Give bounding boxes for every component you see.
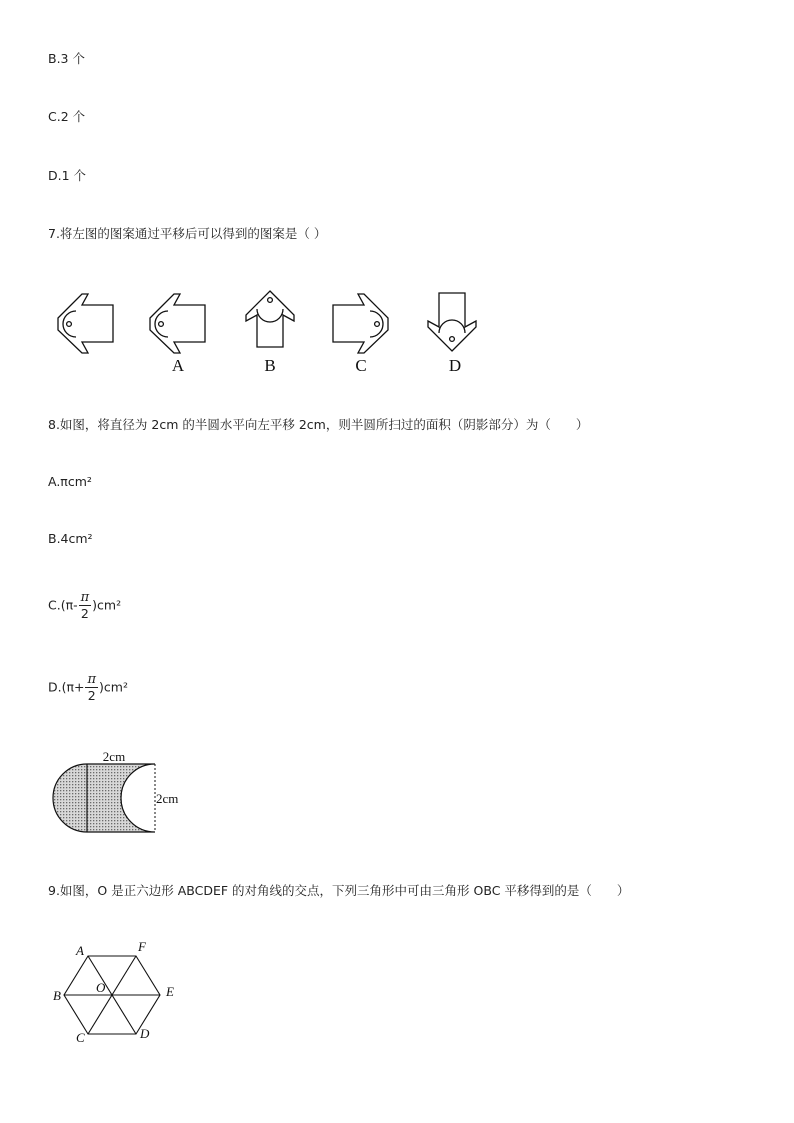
question-7-stem: 7.将左图的图案通过平移后可以得到的图案是（ ） bbox=[48, 226, 327, 241]
q8-option-d bbox=[48, 673, 128, 703]
question-9-stem: 9.如图，O 是正六边形 ABCDEF 的对角线的交点，下列三角形中可由三角形 OBC 平移得到的是（ ） bbox=[48, 883, 630, 898]
vertex-label-c: C bbox=[76, 1030, 85, 1045]
fraction-denominator: 2 bbox=[87, 688, 96, 703]
shaded-region bbox=[53, 764, 155, 832]
top-length-label: 2cm bbox=[102, 749, 126, 764]
vertex-label-b: B bbox=[53, 988, 61, 1003]
vertex-label-o: O bbox=[96, 980, 106, 995]
q8-option-c-prefix: C.(π- bbox=[48, 597, 78, 613]
q8-option-a: A.πcm² bbox=[48, 474, 92, 489]
label-a: A bbox=[171, 356, 185, 375]
option-c: C.2 个 bbox=[48, 109, 86, 124]
q8-option-c bbox=[48, 591, 121, 621]
original-shape bbox=[58, 294, 113, 353]
question-8-figure bbox=[48, 748, 198, 838]
q8-option-d-suffix: )cm² bbox=[99, 679, 128, 695]
vertex-label-e: E bbox=[166, 984, 174, 999]
option-a-shape bbox=[150, 294, 205, 353]
fraction-numerator: π bbox=[80, 590, 90, 605]
vertex-label-d: D bbox=[140, 1026, 150, 1041]
vertex-label-f: F bbox=[138, 939, 146, 954]
label-d: D bbox=[448, 356, 462, 375]
q8-option-d-prefix: D.(π+ bbox=[48, 679, 85, 695]
option-b: B.3 个 bbox=[48, 51, 85, 66]
option-d: D.1 个 bbox=[48, 168, 87, 183]
option-d-shape bbox=[428, 293, 476, 351]
question-7-figure bbox=[50, 285, 490, 380]
fraction-numerator: π bbox=[87, 672, 97, 687]
fraction-denominator: 2 bbox=[80, 606, 89, 621]
pi-over-2-fraction bbox=[79, 591, 92, 621]
option-b-shape bbox=[246, 291, 294, 347]
option-c-shape bbox=[333, 294, 388, 353]
q8-option-b: B.4cm² bbox=[48, 531, 93, 546]
question-9-hexagon-figure bbox=[48, 935, 188, 1050]
question-8-stem: 8.如图，将直径为 2cm 的半圆水平向左平移 2cm，则半圆所扫过的面积（阴影部分）为（ ） bbox=[48, 417, 589, 432]
label-b: B bbox=[264, 356, 276, 375]
label-c: C bbox=[355, 356, 367, 375]
pi-over-2-fraction bbox=[85, 673, 98, 703]
vertex-label-a: A bbox=[76, 943, 84, 958]
q8-option-c-suffix: )cm² bbox=[92, 597, 122, 613]
side-length-label: 2cm bbox=[156, 791, 179, 806]
